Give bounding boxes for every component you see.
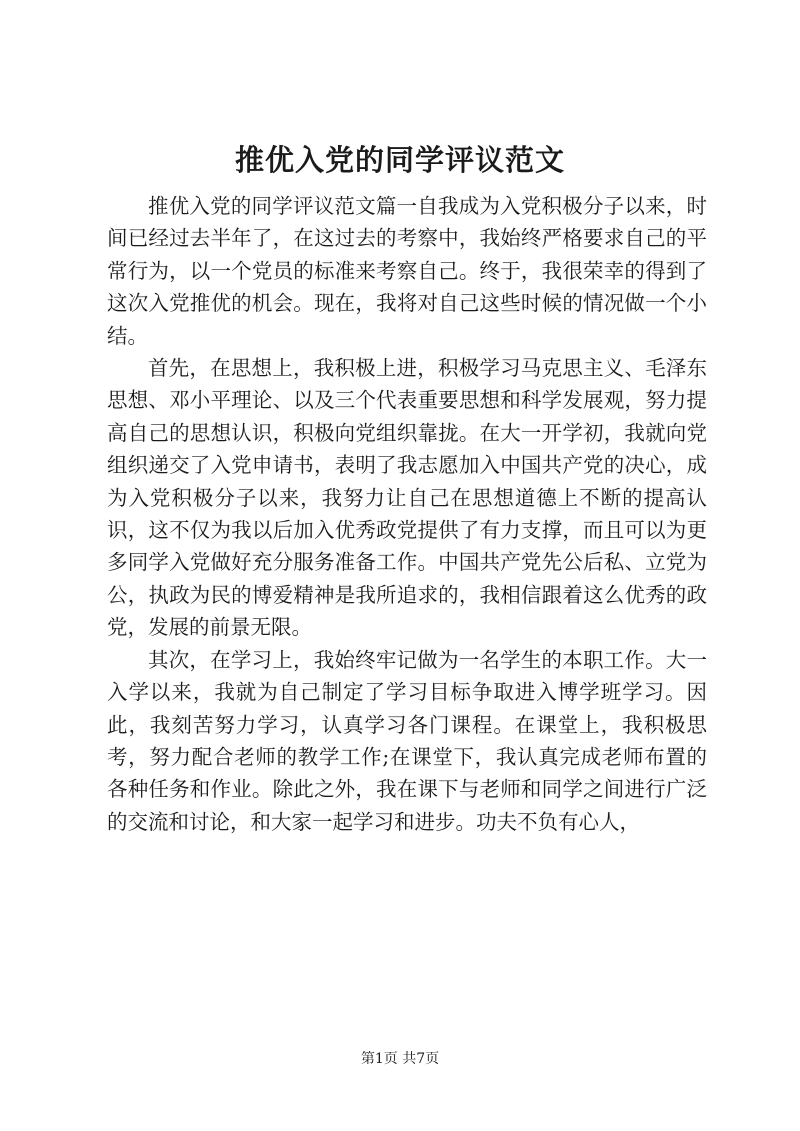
paragraph-3: 其次，在学习上，我始终牢记做为一名学生的本职工作。大一入学以来，我就为自己制定了学习目标争取进入博学班学习。因此，我刻苦努力学习，认真学习各门课程。在课堂上，我积极思考，努力配合老师的教学工作;在课堂下，我认真完成老师布置的各种任务和作业。除此之外，我在课下与老师和同学之间进行广泛的交流和讨论，和大家一起学习和进步。功夫不负有心人， — [107, 647, 707, 834]
paragraph-2: 首先，在思想上，我积极上进，积极学习马克思主义、毛泽东思想、邓小平理论、以及三个代表重要思想和科学发展观，努力提高自己的思想认识，积极向党组织靠拢。在大一开学初，我就向党组织递交了入党申请书，表明了我志愿加入中国共产党的决心，成为入党积极分子以来，我努力让自己在思想道德上不断的提高认识，这不仅为我以后加入优秀政党提供了有力支撑，而且可以为更多同学入党做好充分服务准备工作。中国共产党先公后私、立党为公，执政为民的博爱精神是我所追求的，我相信跟着这么优秀的政党，发展的前景无限。 — [107, 356, 707, 640]
page-title: 推优入党的同学评议范文 — [234, 143, 565, 177]
document-body — [107, 190, 707, 838]
paragraph-1: 推优入党的同学评议范文篇一自我成为入党积极分子以来，时间已经过去半年了，在这过去的考察中，我始终严格要求自己的平常行为，以一个党员的标准来考察自己。终于，我很荣幸的得到了这次入党推优的机会。现在，我将对自己这些时候的情况做一个小结。 — [107, 194, 707, 348]
page-footer: 第1页 共7页 — [360, 1051, 440, 1067]
